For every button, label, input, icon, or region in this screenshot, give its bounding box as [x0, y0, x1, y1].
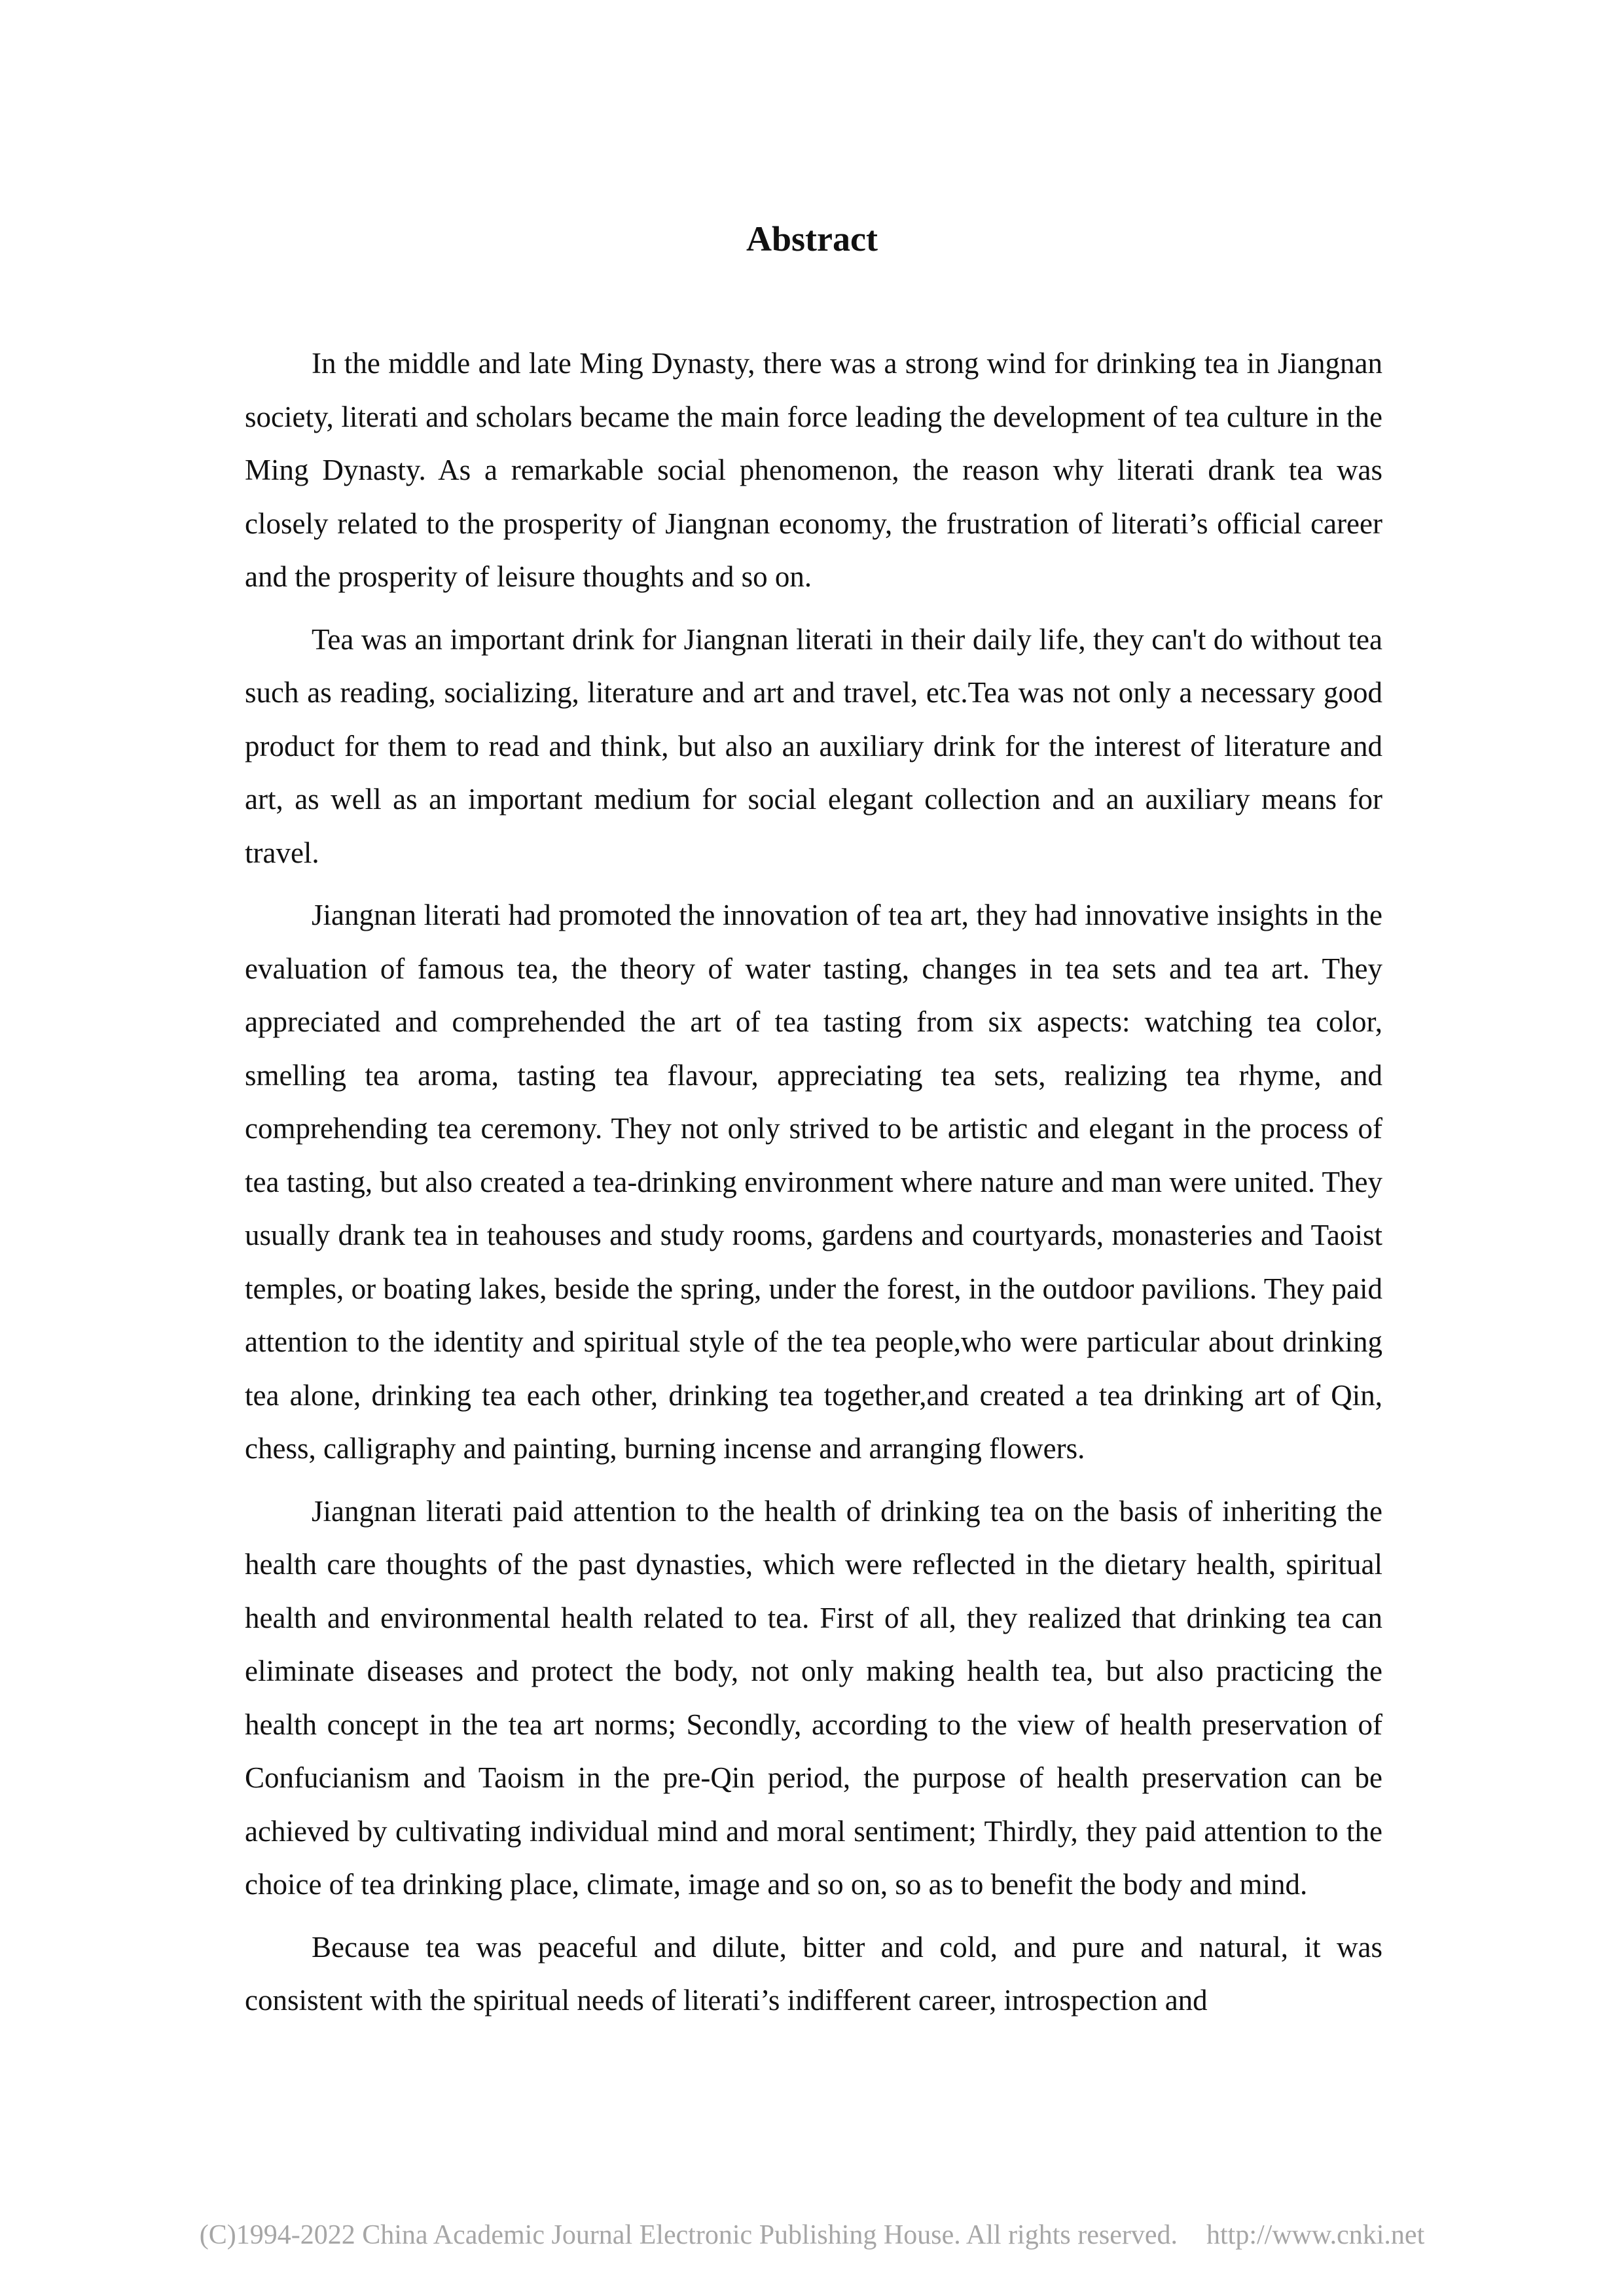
abstract-paragraph: Jiangnan literati paid attention to the health of drinking tea on the basis of inheriting the health care thoughts of the past dynasties, which were reflected in the dietary health, spiritual health and environmental health related to tea. First of all, they realized that drinking tea can eliminate diseases and protect the body, not only making health tea, but also practicing the health concept in the tea art norms; Secondly, according to the view of health preservation of Confucianism and Taoism in the pre-Qin period, the purpose of health preservation can be achieved by cultivating individual mind and moral sentiment; Thirdly, they paid attention to the choice of tea drinking place, climate, image and so on, so as to benefit the body and mind. — [245, 1494, 1382, 1901]
abstract-paragraph: Jiangnan literati had promoted the innovation of tea art, they had innovative insights in the evaluation of famous tea, the theory of water tasting, changes in tea sets and tea art. They appreciated and comprehended the art of tea tasting from six aspects: watching tea color, smelling tea aroma, tasting tea flavour, appreciating tea sets, realizing tea rhyme, and comprehending tea ceremony. They not only strived to be artistic and elegant in the process of tea tasting, but also created a tea-drinking environment where nature and man were united. They usually drank tea in teahouses and study rooms, gardens and courtyards, monasteries and Taoist temples, or boating lakes, beside the spring, under the forest, in the outdoor pavilions. They paid attention to the identity and spiritual style of the tea people,who were particular about drinking tea alone, drinking tea each other, drinking tea together,and created a tea drinking art of Qin, chess, calligraphy and painting, burning incense and arranging flowers. — [245, 899, 1382, 1465]
abstract-body — [245, 337, 1382, 2037]
page-title: Abstract — [746, 219, 878, 259]
abstract-paragraph: In the middle and late Ming Dynasty, there was a strong wind for drinking tea in Jiangnan society, literati and scholars became the main force leading the development of tea culture in the Ming Dynasty. As a remarkable social phenomenon, the reason why literati drank tea was closely related to the prosperity of Jiangnan economy, the frustration of literati’s official career and the prosperity of leisure thoughts and so on. — [245, 347, 1382, 593]
abstract-paragraph: Because tea was peaceful and dilute, bitter and cold, and pure and natural, it was consistent with the spiritual needs of literati’s indifferent career, introspection and — [245, 1930, 1382, 2017]
abstract-paragraph: Tea was an important drink for Jiangnan literati in their daily life, they can't do without tea such as reading, socializing, literature and art and travel, etc.Tea was not only a necessary good product for them to read and think, but also an auxiliary drink for the interest of literature and art, as well as an important medium for social elegant collection and an auxiliary means for travel. — [245, 622, 1382, 869]
footer-url: http://www.cnki.net — [1206, 2220, 1425, 2250]
copyright-text: (C)1994-2022 China Academic Journal Electronic Publishing House. All rights reserved. — [199, 2220, 1178, 2250]
copyright-footer — [0, 2215, 1624, 2255]
